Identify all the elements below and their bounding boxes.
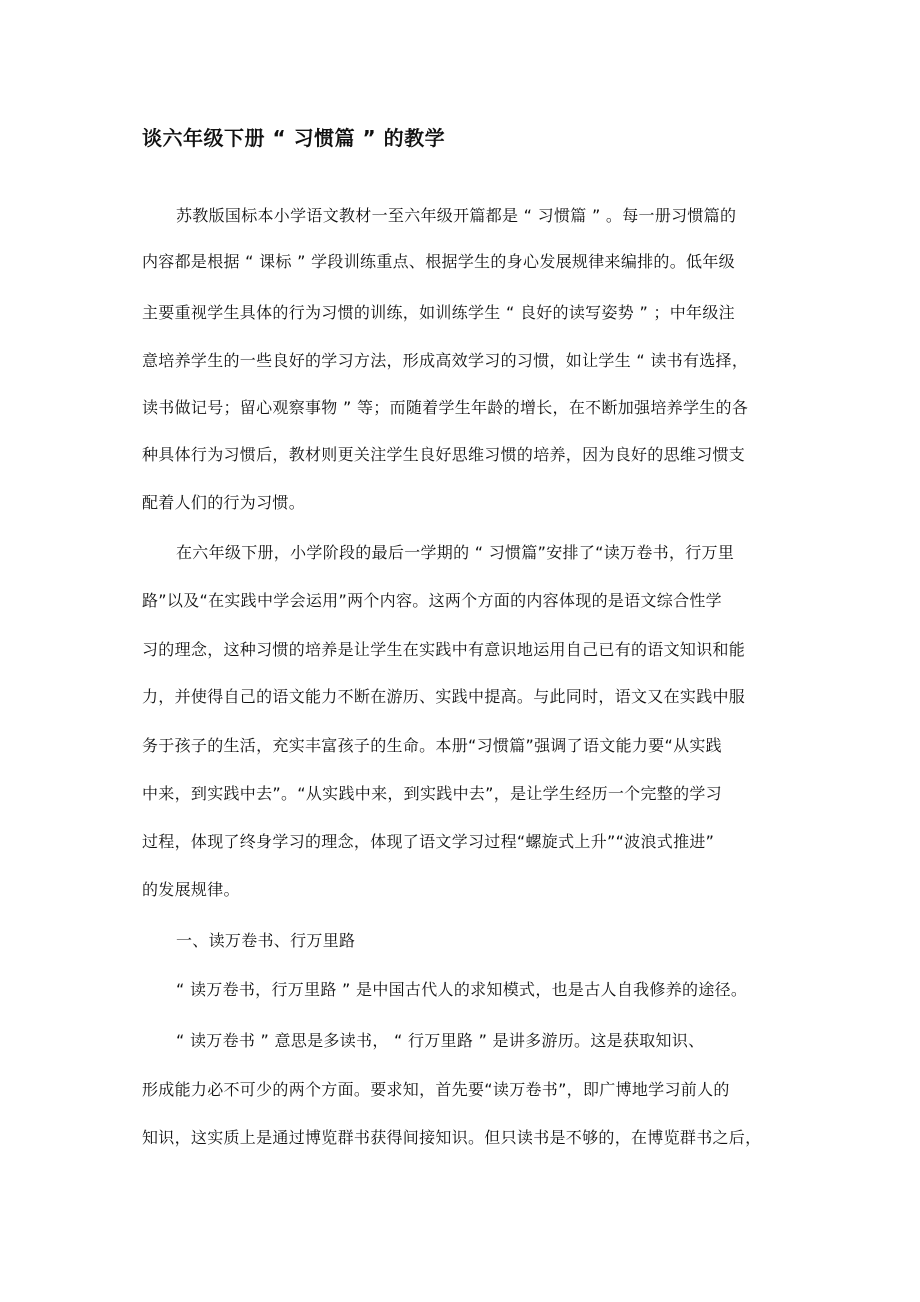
paragraph-line: 主要重视学生具体的行为习惯的训练，如训练学生 “ 良好的读写姿势 ” ；中年级注 xyxy=(142,303,735,322)
paragraph-line: 路”以及“在实践中学会运用”两个内容。这两个方面的内容体现的是语文综合性学 xyxy=(142,591,722,610)
paragraph-line: 中来，到实践中去”。“从实践中来，到实践中去”，是让学生经历一个完整的学习 xyxy=(142,784,722,803)
paragraph-line: 的发展规律。 xyxy=(142,880,240,899)
section-heading: 一、读万卷书、行万里路 xyxy=(176,931,356,950)
paragraph-line: 配着人们的行为习惯。 xyxy=(142,493,306,512)
paragraph-line: 过程，体现了终身学习的理念，体现了语文学习过程“螺旋式上升”“波浪式推进” xyxy=(142,832,715,851)
paragraph-line: 形成能力必不可少的两个方面。要求知，首先要“读万卷书”，即广博地学习前人的 xyxy=(142,1080,730,1099)
document-title: 谈六年级下册 “ 习惯篇 ” 的教学 xyxy=(142,126,446,150)
paragraph-line: 习的理念，这种习惯的培养是让学生在实践中有意识地运用自己已有的语文知识和能 xyxy=(142,640,746,659)
paragraph-line: 知识，这实质上是通过博览群书获得间接知识。但只读书是不够的，在博览群书之后， xyxy=(142,1128,762,1147)
paragraph-line: 在六年级下册，小学阶段的最后一学期的 “ 习惯篇”安排了“读万卷书，行万里 xyxy=(176,543,735,562)
paragraph-line: 读书做记号；留心观察事物 ” 等；而随着学生年龄的增长，在不断加强培养学生的各 xyxy=(142,398,749,417)
paragraph-line: 苏教版国标本小学语文教材一至六年级开篇都是 “ 习惯篇 ” 。每一册习惯篇的 xyxy=(176,206,737,225)
paragraph-line: 种具体行为习惯后，教材则更关注学生良好思维习惯的培养，因为良好的思维习惯支 xyxy=(142,445,746,464)
paragraph-line: 内容都是根据 “ 课标 ” 学段训练重点、根据学生的身心发展规律来编排的。低年级 xyxy=(142,252,735,271)
paragraph-line: “ 读万卷书，行万里路 ” 是中国古代人的求知模式，也是古人自我修养的途径。 xyxy=(176,980,748,999)
paragraph-line: 务于孩子的生活，充实丰富孩子的生命。本册“习惯篇”强调了语文能力要“从实践 xyxy=(142,736,722,755)
paragraph-line: “ 读万卷书 ” 意思是多读书， “ 行万里路 ” 是讲多游历。这是获取知识、 xyxy=(176,1031,705,1050)
paragraph-line: 力，并使得自己的语文能力不断在游历、实践中提高。与此同时，语文又在实践中服 xyxy=(142,687,746,706)
paragraph-line: 意培养学生的一些良好的学习方法，形成高效学习的习惯，如让学生 “ 读书有选择， xyxy=(142,351,749,370)
